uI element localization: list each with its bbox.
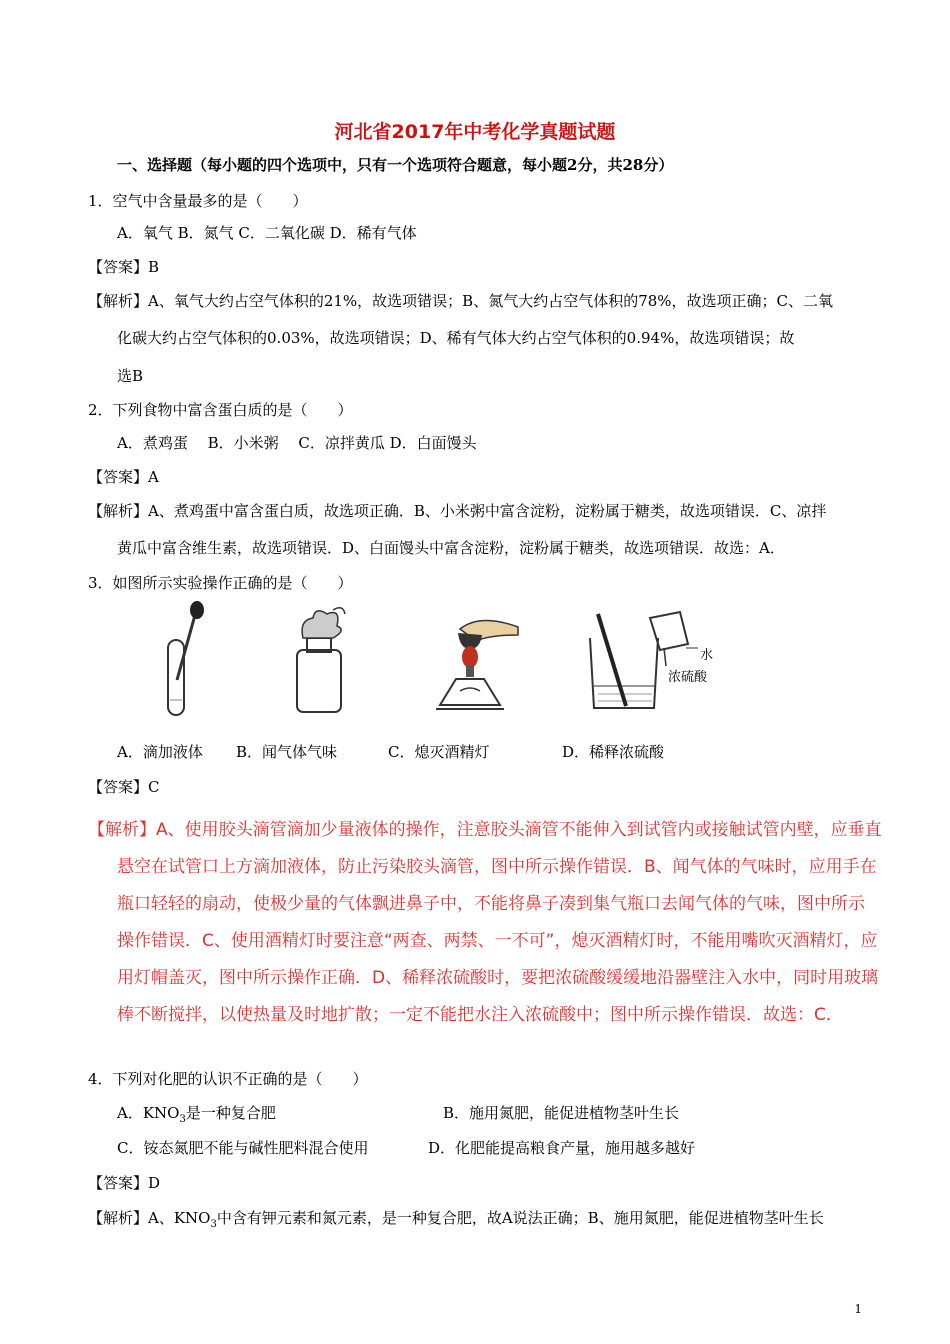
page-title: 河北省2017年中考化学真题试题 xyxy=(334,121,616,143)
q3-analysis-line: 用灯帽盖灭，图中所示操作正确．D、稀释浓硫酸时，要把浓硫酸缓缓地沿器壁注入水中，同时用玻璃 xyxy=(117,968,879,988)
q3-question: 3．如图所示实验操作正确的是（ ） xyxy=(88,574,353,592)
q2-analysis-line: 【解析】A、煮鸡蛋中富含蛋白质，故选项正确．B、小米粥中富含淀粉，淀粉属于糖类，故选项错误．C、凉拌 xyxy=(88,502,827,520)
q2-analysis-line: 黄瓜中富含维生素，故选项错误．D、白面馒头中富含淀粉，淀粉属于糖类，故选项错误．故选：A． xyxy=(117,539,785,557)
figure-d-water-label: 水 xyxy=(700,648,714,663)
q1-question: 1．空气中含量最多的是（ ） xyxy=(88,192,308,210)
q2-question: 2．下列食物中富含蛋白质的是（ ） xyxy=(88,401,353,419)
q3-analysis-line: 瓶口轻轻的扇动，使极少量的气体飘进鼻子中，不能将鼻子凑到集气瓶口去闻气体的气味，图中所示 xyxy=(117,894,865,914)
q1-options: A．氧气 B．氮气 C．二氧化碳 D．稀有气体 xyxy=(117,224,417,242)
q3-answer: 【答案】C xyxy=(88,778,160,796)
figure-caption-d: D．稀释浓硫酸 xyxy=(562,743,665,761)
figure-a-dropper xyxy=(150,600,220,720)
q4-option-a: A．$KNO_3$是一种复合肥 xyxy=(117,1104,276,1125)
q2-options: A．煮鸡蛋 B．小米粥 C．凉拌黄瓜 D．白面馒头 xyxy=(117,434,477,452)
q1-analysis-line: 选B xyxy=(117,367,144,385)
q4-answer: 【答案】D xyxy=(88,1174,161,1192)
figure-caption-b: B．闻气体气味 xyxy=(236,743,338,761)
figure-caption-a: A．滴加液体 xyxy=(117,743,203,761)
q4-analysis-line: 【解析】A、$KNO_3$中含有钾元素和氮元素，是一种复合肥，故A说法正确；B、施用氮肥，能促进植物茎叶生长 xyxy=(88,1209,824,1230)
q4-option-b: B．施用氮肥，能促进植物茎叶生长 xyxy=(443,1104,680,1122)
figure-d-acid-label: 浓硫酸 xyxy=(668,670,708,685)
q1-analysis-line: 【解析】A、氧气大约占空气体积的21%，故选项错误；B、氮气大约占空气体积的78%，故选项正确；C、二氧 xyxy=(88,292,834,310)
q2-answer: 【答案】A xyxy=(88,468,159,486)
q3-analysis-line: 棒不断搅拌，以使热量及时地扩散；一定不能把水注入浓硫酸中；图中所示操作错误．故选：C． xyxy=(117,1005,843,1025)
q4-option-c: C．铵态氮肥不能与碱性肥料混合使用 xyxy=(117,1139,369,1157)
section-heading: 一、选择题（每小题的四个选项中，只有一个选项符合题意，每小题2分，共28分） xyxy=(117,156,674,174)
figure-b-gas-bottle xyxy=(285,600,355,720)
figure-caption-c: C．熄灭酒精灯 xyxy=(388,743,490,761)
figure-c-alcohol-lamp xyxy=(430,605,525,720)
q3-analysis-line: 悬空在试管口上方滴加液体，防止污染胶头滴管，图中所示操作错误．B、闻气体的气味时，应用手在 xyxy=(117,857,877,877)
q1-answer: 【答案】B xyxy=(88,258,160,276)
figure-d-dilute-acid xyxy=(580,608,720,720)
page-number: 1 xyxy=(854,1302,862,1316)
q4-question: 4．下列对化肥的认识不正确的是（ ） xyxy=(88,1070,368,1088)
q3-analysis-line: 【解析】A、使用胶头滴管滴加少量液体的操作，注意胶头滴管不能伸入到试管内或接触试管内壁，应垂直 xyxy=(88,820,882,840)
q4-option-d: D．化肥能提高粮食产量，施用越多越好 xyxy=(428,1139,696,1157)
q3-analysis-line: 操作错误．C、使用酒精灯时要注意“两查、两禁、一不可”，熄灭酒精灯时，不能用嘴吹灭酒精灯，应 xyxy=(117,931,878,951)
q1-analysis-line: 化碳大约占空气体积的0.03%，故选项错误；D、稀有气体大约占空气体积的0.94%，故选项错误；故 xyxy=(117,329,795,347)
